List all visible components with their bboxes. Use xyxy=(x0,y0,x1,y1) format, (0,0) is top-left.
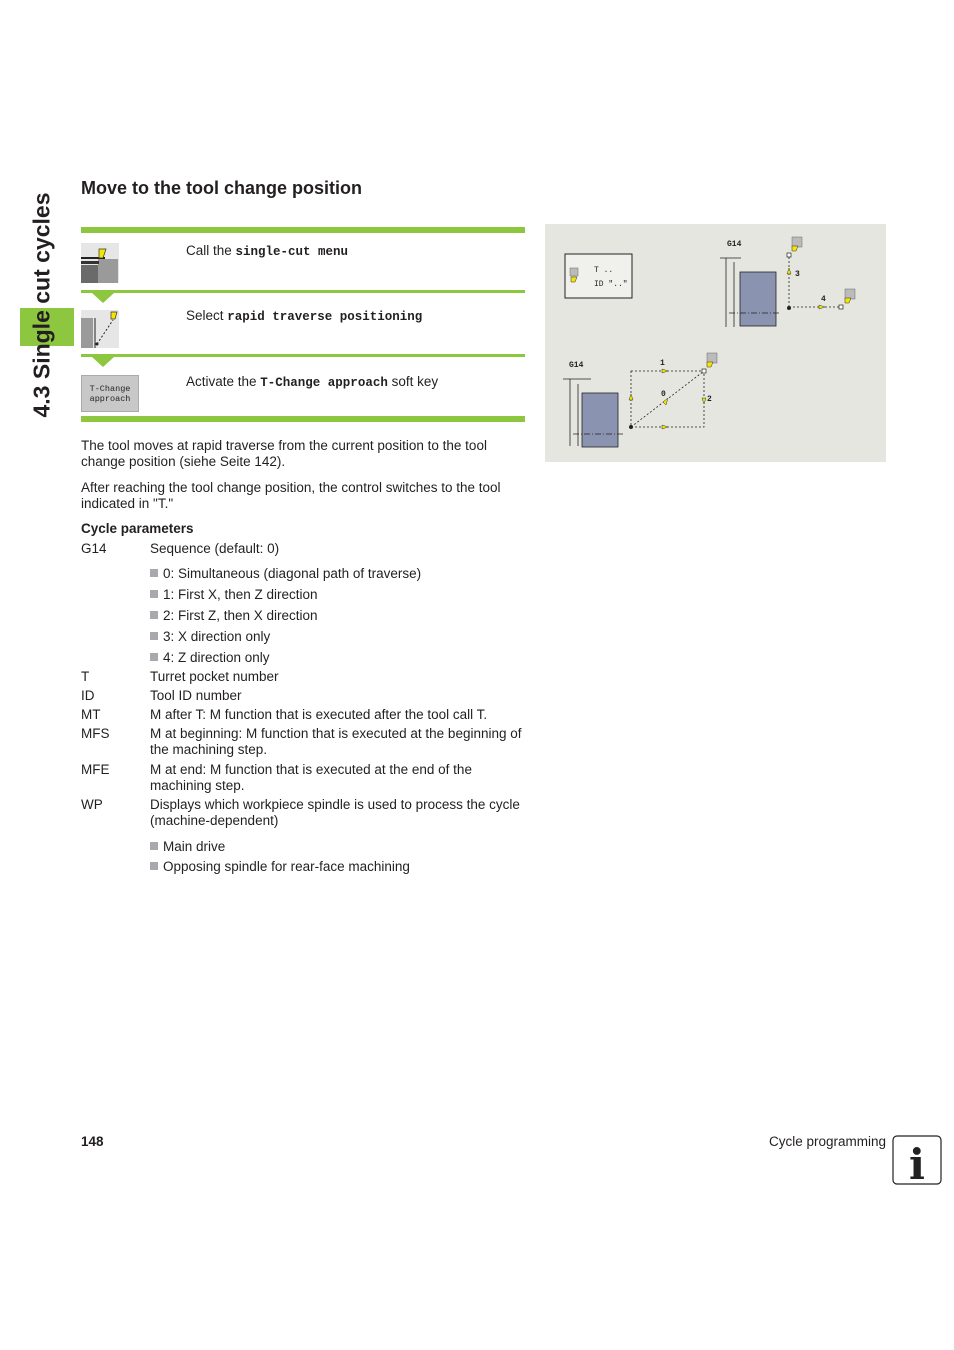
param-key: WP xyxy=(81,797,103,812)
param-key: MFS xyxy=(81,726,110,741)
label-2: 2 xyxy=(707,395,712,404)
label-4: 4 xyxy=(821,295,826,304)
list-item: 1: First X, then Z direction xyxy=(150,587,526,603)
diagram-canvas xyxy=(545,224,886,462)
param-desc: Displays which workpiece spindle is used to process the cycle (machine-dependent) xyxy=(150,797,520,828)
step-divider xyxy=(81,354,525,357)
param-key: T xyxy=(81,669,90,684)
g14-label-bottom: G14 xyxy=(569,361,584,370)
bullet-square-icon xyxy=(150,842,158,850)
step-divider xyxy=(81,227,525,233)
section-title: Move to the tool change position xyxy=(81,178,362,198)
chapter-heading-text: 4.3 Single cut cycles xyxy=(28,192,55,418)
list-item: 3: X direction only xyxy=(150,629,526,645)
footer-section: Cycle programming xyxy=(768,1134,886,1149)
step-2-text: Select rapid traverse positioning xyxy=(186,308,423,324)
box-line-1: T .. xyxy=(594,266,614,275)
bullet-square-icon xyxy=(150,611,158,619)
param-key: MT xyxy=(81,707,101,722)
step-arrow xyxy=(92,293,114,303)
bullet-square-icon xyxy=(150,632,158,640)
page-number: 148 xyxy=(81,1134,104,1149)
bullet-square-icon xyxy=(150,862,158,870)
step-1-text: Call the single-cut menu xyxy=(186,243,349,259)
step-3-text: Activate the T-Change approach soft key xyxy=(186,374,439,390)
box-line-2: ID ".." xyxy=(594,280,628,289)
step-divider xyxy=(81,290,525,293)
param-desc: M after T: M function that is executed after the tool call T. xyxy=(150,707,488,722)
label-3: 3 xyxy=(795,270,800,279)
bullet-square-icon xyxy=(150,569,158,577)
list-item: Opposing spindle for rear-face machining xyxy=(150,859,526,875)
softkey-label-line1: T-Change xyxy=(89,384,131,394)
chapter-heading xyxy=(20,175,64,435)
param-desc: Tool ID number xyxy=(150,688,242,703)
tool-change-diagram xyxy=(545,224,886,462)
bullet-square-icon xyxy=(150,653,158,661)
info-glyph: i xyxy=(909,1140,925,1185)
label-1: 1 xyxy=(660,359,665,368)
param-desc: M at end: M function that is executed at the end of the machining step. xyxy=(150,762,472,793)
info-icon xyxy=(892,1135,942,1185)
step-arrow xyxy=(92,357,114,367)
bullet-square-icon xyxy=(150,590,158,598)
list-item: 2: First Z, then X direction xyxy=(150,608,526,624)
param-desc: Sequence (default: 0) xyxy=(150,541,280,556)
g14-label-top: G14 xyxy=(727,240,742,249)
t-change-approach-softkey[interactable] xyxy=(81,375,139,412)
list-item: Main drive xyxy=(150,839,526,855)
param-desc: M at beginning: M function that is executed at the beginning of the machining step. xyxy=(150,726,522,757)
step-divider xyxy=(81,416,525,422)
description-paragraph: After reaching the tool change position, the control switches to the tool indicated in "T." xyxy=(81,480,501,511)
single-cut-icon xyxy=(81,243,119,283)
param-desc: Turret pocket number xyxy=(150,669,279,684)
list-item: 4: Z direction only xyxy=(150,650,526,666)
softkey-label-line2: approach xyxy=(89,394,131,404)
rapid-traverse-icon xyxy=(81,310,119,348)
param-key: G14 xyxy=(81,541,107,556)
cycle-parameters-heading: Cycle parameters xyxy=(81,521,194,536)
list-item: 0: Simultaneous (diagonal path of traverse) xyxy=(150,566,526,582)
param-key: ID xyxy=(81,688,95,703)
param-key: MFE xyxy=(81,762,110,777)
description-paragraph: The tool moves at rapid traverse from the current position to the tool change position (siehe Seite 142). xyxy=(81,438,487,469)
label-0: 0 xyxy=(661,390,666,399)
